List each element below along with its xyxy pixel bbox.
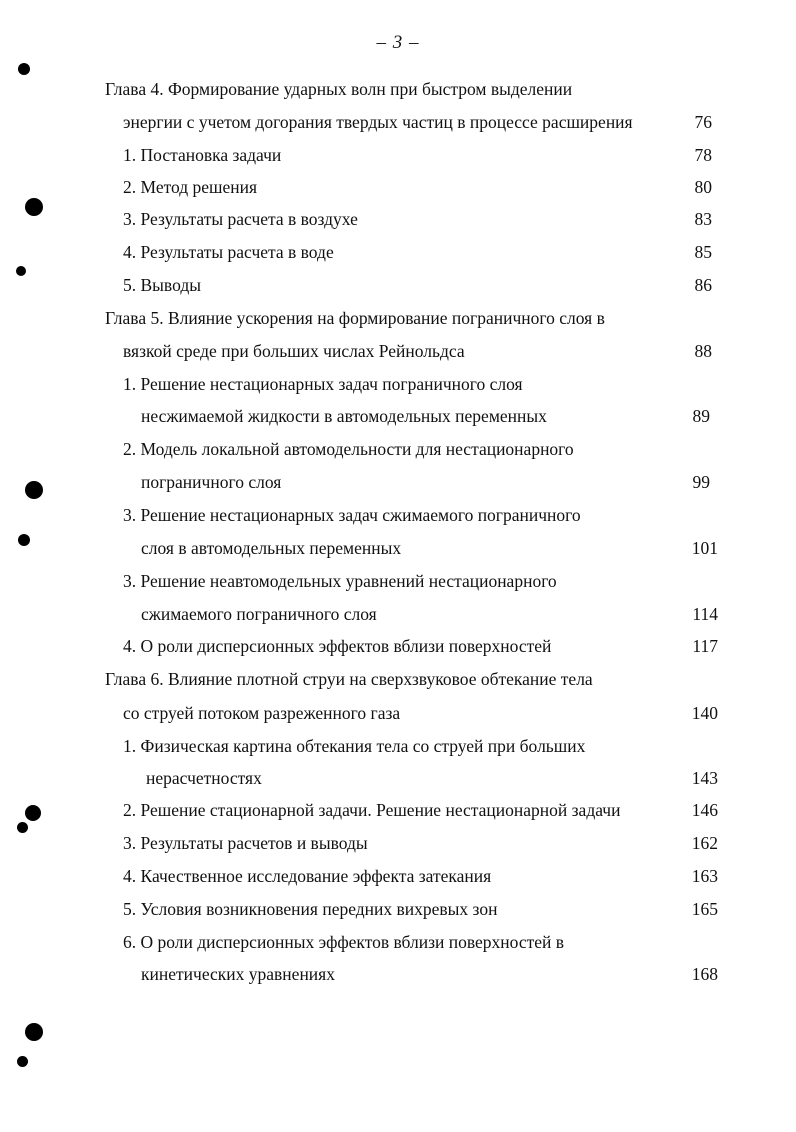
toc-entry	[0, 209, 796, 235]
toc-line-text: 4. Качественное исследование эффекта затекания	[123, 866, 492, 886]
toc-page-ref: 83	[694, 209, 712, 229]
toc-line-text: 6. О роли дисперсионных эффектов вблизи поверхностей в	[123, 932, 565, 952]
toc-line-text: 5. Условия возникновения передних вихревых зон	[123, 899, 498, 919]
toc-page-ref: 88	[694, 341, 712, 361]
toc-line-text: 4. О роли дисперсионных эффектов вблизи поверхностей	[123, 636, 552, 656]
toc-line-text: Глава 4. Формирование ударных волн при быстром выделении	[105, 79, 573, 99]
toc-line-text: несжимаемой жидкости в автомодельных переменных	[141, 406, 547, 426]
toc-chapter-4-heading-cont	[0, 112, 796, 138]
toc-line-text: нерасчетностях	[146, 768, 262, 788]
toc-entry	[0, 736, 796, 762]
toc-entry	[0, 899, 796, 925]
toc-line-text: 3. Результаты расчета в воздухе	[123, 209, 358, 229]
toc-chapter-6-heading-cont	[0, 703, 796, 729]
toc-chapter-5-heading-cont	[0, 341, 796, 367]
toc-page-ref: 143	[691, 768, 718, 788]
toc-entry-cont	[0, 538, 796, 564]
toc-line-text: со струей потоком разреженного газа	[123, 703, 401, 723]
toc-page-ref: 78	[694, 145, 712, 165]
toc-entry	[0, 833, 796, 859]
punch-hole-mark	[17, 1056, 28, 1067]
toc-page-ref: 101	[691, 538, 718, 558]
toc-entry	[0, 177, 796, 203]
toc-entry-cont	[0, 964, 796, 990]
toc-entry	[0, 636, 796, 662]
toc-entry	[0, 932, 796, 958]
punch-hole-mark	[18, 63, 30, 75]
toc-line-text: 3. Решение нестационарных задач сжимаемого пограничного	[123, 505, 581, 525]
toc-line-text: 2. Модель локальной автомодельности для нестационарного	[123, 439, 574, 459]
toc-entry	[0, 571, 796, 597]
toc-page-ref: 165	[691, 899, 718, 919]
toc-line-text: 3. Результаты расчетов и выводы	[123, 833, 368, 853]
toc-entry	[0, 439, 796, 465]
toc-page-ref: 85	[694, 242, 712, 262]
toc-page-ref: 76	[694, 112, 712, 132]
toc-entry	[0, 866, 796, 892]
toc-entry	[0, 242, 796, 268]
toc-chapter-4-heading	[0, 79, 796, 105]
toc-chapter-5-heading	[0, 308, 796, 334]
toc-line-text: 1. Физическая картина обтекания тела со струей при больших	[123, 736, 586, 756]
toc-page-ref: 80	[694, 177, 712, 197]
toc-page-ref: 163	[691, 866, 718, 886]
toc-page-ref: 146	[691, 800, 718, 820]
toc-line-text: 2. Решение стационарной задачи. Решение нестационарной задачи	[123, 800, 621, 820]
toc-entry-cont	[0, 406, 796, 432]
toc-line-text: слоя в автомодельных переменных	[141, 538, 402, 558]
toc-page-ref: 86	[694, 275, 712, 295]
page-number: – 3 –	[376, 32, 420, 53]
toc-line-text: энергии с учетом догорания твердых частиц в процессе расширения	[123, 112, 633, 132]
toc-entry	[0, 505, 796, 531]
toc-line-text: 1. Решение нестационарных задач пограничного слоя	[123, 374, 523, 394]
toc-line-text: Глава 6. Влияние плотной струи на сверхзвуковое обтекание тела	[105, 669, 593, 689]
toc-line-text: 5. Выводы	[123, 275, 201, 295]
toc-entry	[0, 145, 796, 171]
toc-line-text: 4. Результаты расчета в воде	[123, 242, 334, 262]
toc-page-ref: 168	[691, 964, 718, 984]
toc-line-text: кинетических уравнениях	[141, 964, 335, 984]
toc-page-ref: 117	[692, 636, 718, 656]
toc-line-text: 3. Решение неавтомодельных уравнений нестационарного	[123, 571, 557, 591]
toc-page-ref: 99	[692, 472, 710, 492]
punch-hole-mark	[25, 1023, 43, 1041]
toc-line-text: сжимаемого пограничного слоя	[141, 604, 377, 624]
toc-entry-cont	[0, 472, 796, 498]
toc-entry	[0, 374, 796, 400]
toc-line-text: 2. Метод решения	[123, 177, 258, 197]
toc-line-text: пограничного слоя	[141, 472, 282, 492]
toc-line-text: вязкой среде при больших числах Рейнольдса	[123, 341, 465, 361]
toc-entry-cont	[0, 604, 796, 630]
toc-page-ref: 140	[691, 703, 718, 723]
toc-line-text: Глава 5. Влияние ускорения на формирование пограничного слоя в	[105, 308, 605, 328]
toc-page-ref: 114	[692, 604, 718, 624]
toc-entry	[0, 275, 796, 301]
toc-line-text: 1. Постановка задачи	[123, 145, 282, 165]
toc-entry	[0, 800, 796, 826]
toc-entry-cont	[0, 768, 796, 794]
toc-page-ref: 89	[692, 406, 710, 426]
toc-page-ref: 162	[691, 833, 718, 853]
toc-chapter-6-heading	[0, 669, 796, 695]
